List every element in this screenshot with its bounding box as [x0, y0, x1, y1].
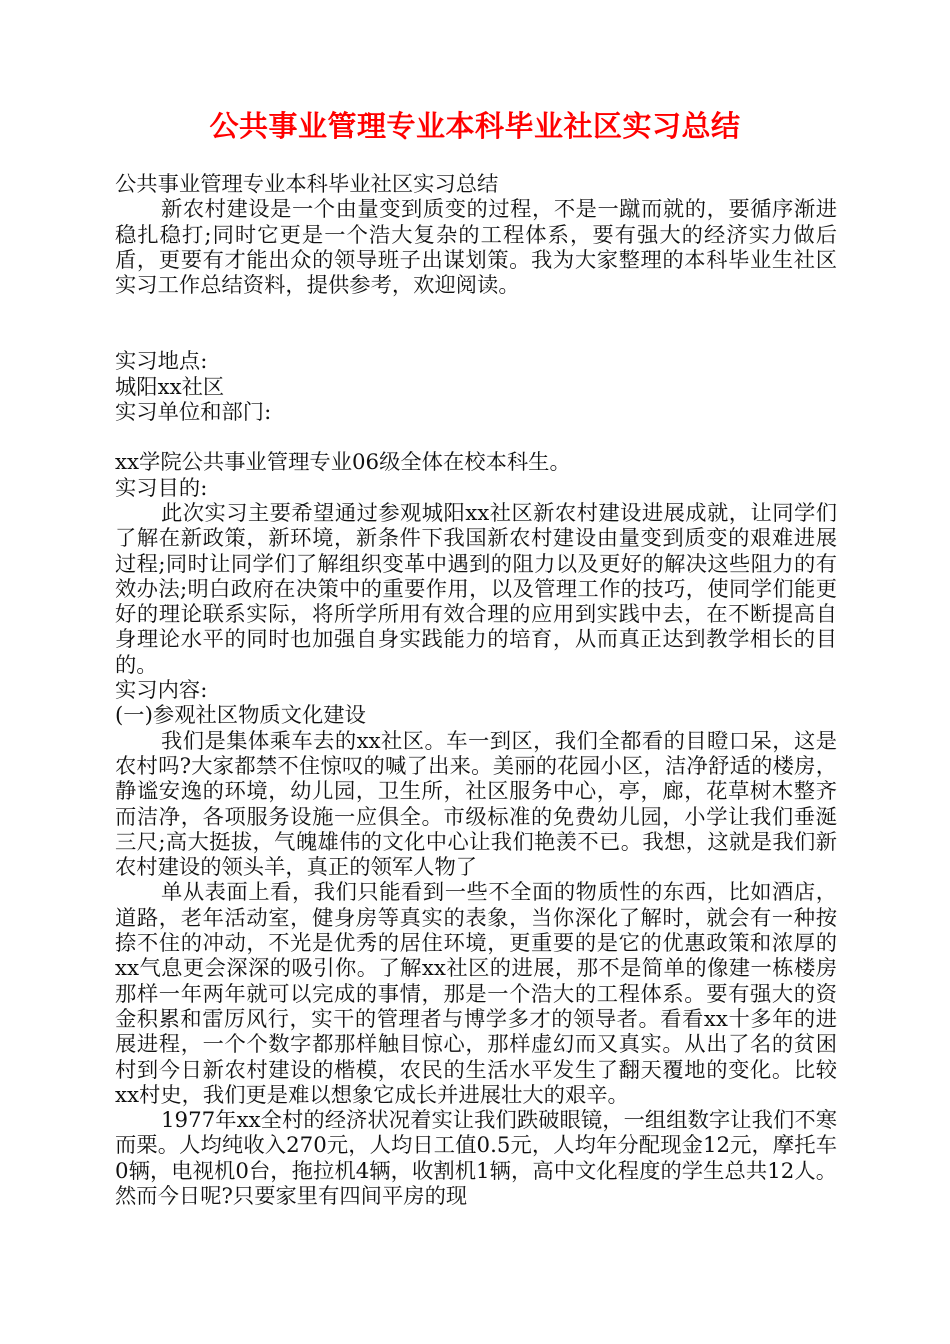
subtitle-line: 公共事业管理专业本科毕业社区实习总结 — [115, 172, 499, 197]
spacer — [115, 425, 837, 450]
purpose-paragraph: 此次实习主要希望通过参观城阳xx社区新农村建设进展成就，让同学们了解在新政策，新环境，新条件下我国新农村建设由量变到质变的艰难进展过程;同时让同学们了解组织变革中遇到的阻力以及更好的解决这些阻力的有效办法;明白政府在决策中的重要作用，以及管理工作的技巧，使同学们能更好的理论联系实际，将所学所用有效合理的应用到实践中去，在不断提高自身理论水平的同时也加强自身实践能力的培育，从而真正达到教学相长的目的。 — [115, 500, 837, 678]
location-value: 城阳xx社区 — [115, 374, 225, 400]
location-label: 实习地点: — [115, 349, 208, 375]
unit-label: 实习单位和部门: — [115, 400, 272, 426]
section-heading: (一)参观社区物质文化建设 — [115, 703, 366, 729]
document-body — [115, 172, 837, 1209]
spacer — [115, 298, 837, 349]
body-paragraph: 单从表面上看，我们只能看到一些不全面的物质性的东西，比如酒店，道路，老年活动室，健身房等真实的表象，当你深化了解时，就会有一种按捺不住的冲动，不光是优秀的居住环境，更重要的是它的优惠政策和浓厚的xx气息更会深深的吸引你。了解xx社区的进展，那不是简单的像建一栋楼房那样一年两年就可以完成的事情，那是一个浩大的工程体系。要有强大的资金积累和雷厉风行，实干的管理者与博学多才的领导者。看看xx十多年的进展进程，一个个数字都那样触目惊心，那样虚幻而又真实。从出了名的贫困村到今日新农村建设的楷模，农民的生活水平发生了翻天覆地的变化。比较xx村史，我们更是难以想象它成长并进展壮大的艰辛。 — [115, 880, 837, 1108]
unit-value: xx学院公共事业管理专业06级全体在校本科生。 — [115, 450, 571, 476]
body-paragraph: 我们是集体乘车去的xx社区。车一到区，我们全都看的目瞪口呆，这是农村吗?大家都禁不住惊叹的喊了出来。美丽的花园小区，洁净舒适的楼房，静谧安逸的环境，幼儿园，卫生所，社区服务中心，亭，廊，花草树木整齐而洁净，各项服务设施一应俱全。市级标准的免费幼儿园，小学让我们垂涎三尺;高大挺拔，气魄雄伟的文化中心让我们艳羡不已。我想，这就是我们新农村建设的领头羊，真正的领军人物了 — [115, 728, 837, 881]
content-label: 实习内容: — [115, 678, 208, 704]
purpose-label: 实习目的: — [115, 475, 208, 501]
document-title: 公共事业管理专业本科毕业社区实习总结 — [209, 109, 741, 143]
body-paragraph: 1977年xx全村的经济状况着实让我们跌破眼镜，一组组数字让我们不寒而栗。人均纯收入270元，人均日工值0.5元，人均年分配现金12元，摩托车0辆，电视机0台，拖拉机4辆，收割机1辆，高中文化程度的学生总共12人。然而今日呢?只要家里有四间平房的现 — [115, 1108, 837, 1209]
intro-paragraph: 新农村建设是一个由量变到质变的过程，不是一蹴而就的，要循序渐进稳扎稳打;同时它更是一个浩大复杂的工程体系，要有强大的经济实力做后盾，更要有才能出众的领导班子出谋划策。我为大家整理的本科毕业生社区实习工作总结资料，提供参考，欢迎阅读。 — [115, 197, 837, 299]
